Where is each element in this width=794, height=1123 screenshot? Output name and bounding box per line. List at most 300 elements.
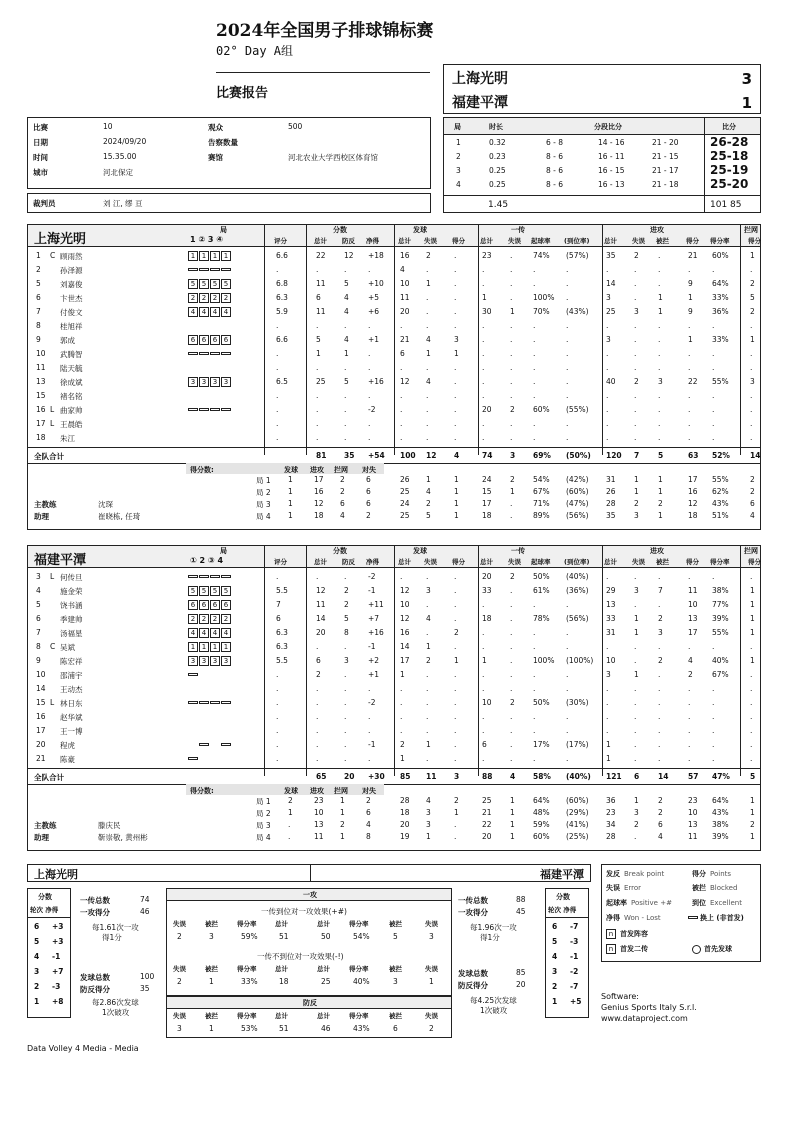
legend-item — [606, 898, 672, 908]
per-set-at: 23 — [606, 808, 616, 817]
legend-start-icon: n — [606, 929, 616, 939]
stat-bp: 5 — [344, 614, 349, 623]
rotation-number: 2 — [552, 982, 558, 991]
rotation-net: -2 — [570, 967, 579, 976]
stat-bk: 1 — [750, 335, 755, 344]
per-set-re: 1 — [510, 832, 515, 841]
stat-re: 2 — [510, 405, 515, 414]
rotation-net: +3 — [52, 922, 64, 931]
set-start-box: 3 — [199, 656, 209, 666]
set-num: 2 — [456, 152, 461, 161]
stat-wl: . — [368, 433, 371, 442]
stat-ab: . — [658, 670, 661, 679]
set-sub-marker — [221, 701, 231, 704]
stat-ab: . — [658, 335, 661, 344]
per-set-e: 2 — [366, 796, 371, 805]
stat-re: . — [510, 363, 513, 372]
set-start-box: 1 — [199, 251, 209, 261]
stat-rpos: . — [533, 433, 536, 442]
col-serve: 发球 — [413, 226, 427, 234]
col-block: 拦网 — [744, 226, 758, 234]
time-value: 15.35.00 — [103, 152, 137, 161]
review-label: 告察数量 — [208, 138, 238, 147]
stat-st: . — [400, 433, 403, 442]
stat-sp: . — [454, 265, 457, 274]
stat-se: 2 — [426, 656, 431, 665]
stat-bk: . — [750, 642, 753, 651]
stat-st: . — [400, 363, 403, 372]
center-value: 1 — [209, 977, 214, 986]
stat-ap: 10 — [688, 600, 698, 609]
stat-bk: . — [750, 349, 753, 358]
rotation-net: -7 — [570, 982, 579, 991]
right-stats — [456, 890, 540, 1020]
team-name: 福建平潭 — [34, 553, 87, 568]
total-sp: 3 — [454, 772, 460, 781]
stat-sp: . — [454, 754, 457, 763]
legend-item — [700, 913, 744, 923]
total-wl: +54 — [368, 451, 385, 460]
set-start-box: 6 — [221, 600, 231, 610]
stat-sp: . — [454, 586, 457, 595]
stat-tot: 6 — [316, 656, 321, 665]
stat-bp: . — [344, 684, 347, 693]
player-number: 4 — [36, 586, 41, 595]
stat-vote: . — [276, 321, 279, 330]
set-start-box: 3 — [221, 377, 231, 387]
player-name: 王晨皓 — [60, 420, 83, 429]
set-sub-marker — [188, 268, 198, 271]
stat-rt: 1 — [482, 293, 487, 302]
assistant-label: 助理 — [34, 833, 49, 842]
stat-rt: . — [482, 726, 485, 735]
stat-at: 31 — [606, 628, 616, 637]
player-set-boxes — [188, 293, 232, 303]
stat-rt: . — [482, 335, 485, 344]
stat-tot: 22 — [316, 251, 326, 260]
player-name: 曲家帅 — [60, 406, 83, 415]
sideout-q2: 一传不到位对一攻效果(-!) — [257, 952, 344, 961]
stat-apct: . — [712, 321, 715, 330]
stat-ap: 11 — [688, 586, 698, 595]
center-col-head: 得分率 — [237, 920, 257, 928]
date-value: 2024/09/20 — [103, 137, 147, 146]
stat-sp: 1 — [454, 349, 459, 358]
stat-vote: 6.3 — [276, 293, 288, 302]
center-col-head: 得分率 — [349, 965, 369, 973]
score-team2: 福建平潭 — [452, 95, 508, 111]
stat-rpos: 74% — [533, 251, 550, 260]
stat-rexc: . — [566, 726, 569, 735]
stat-se: . — [426, 572, 429, 581]
per-set-rpos: 89% — [533, 511, 550, 520]
legend-item — [692, 869, 731, 879]
set-start-box: 6 — [188, 600, 198, 610]
stat-bp: 3 — [344, 656, 349, 665]
center-col-head: 总计 — [275, 965, 288, 973]
legend-item — [606, 913, 661, 923]
legend-serve-icon — [692, 945, 701, 954]
legend-code: 发反 — [606, 870, 620, 878]
stat-rt: 10 — [482, 698, 492, 707]
stat-se: 1 — [426, 279, 431, 288]
stat-vote: 7 — [276, 600, 281, 609]
stat-st: 10 — [400, 600, 410, 609]
stat-rpos: 17% — [533, 740, 550, 749]
player-number: 21 — [36, 754, 46, 763]
stat-bp: 4 — [344, 307, 349, 316]
set-sub-marker — [188, 757, 198, 760]
stat-bp: . — [344, 670, 347, 679]
stat-sp: . — [454, 307, 457, 316]
stat-tot: 11 — [316, 279, 326, 288]
stat-se: . — [426, 405, 429, 414]
score-sets1: 3 — [741, 70, 752, 88]
stat-ab: . — [658, 712, 661, 721]
per-set-err: 对失 — [362, 466, 376, 474]
stat-rpos: . — [533, 391, 536, 400]
player-number: 15 — [36, 391, 46, 400]
per-set-re: . — [510, 499, 513, 508]
stat-ap: . — [688, 726, 691, 735]
col-attack: 进攻 — [650, 226, 664, 234]
left-atk-pts-label: 一攻得分 — [80, 908, 110, 917]
stat-tot: . — [316, 572, 319, 581]
per-set-ae: 2 — [634, 499, 639, 508]
per-set-num: 局 3 — [256, 500, 271, 509]
set-num: 3 — [456, 166, 461, 175]
player-number: 10 — [36, 670, 46, 679]
stat-rexc: (43%) — [566, 307, 589, 316]
stat-wl: +5 — [368, 293, 380, 302]
stat-ab: 1 — [658, 307, 663, 316]
stat-at: . — [606, 572, 609, 581]
stat-rt: . — [482, 628, 485, 637]
legend-desc: Excellent — [710, 899, 742, 907]
col-st: 总计 — [398, 237, 411, 245]
stat-sp: . — [454, 712, 457, 721]
player-name: 程虎 — [60, 741, 75, 750]
legend-item — [606, 883, 641, 893]
set-start-box: 2 — [188, 293, 198, 303]
per-set-ae: 3 — [634, 808, 639, 817]
stat-re: . — [510, 251, 513, 260]
stat-sp: . — [454, 740, 457, 749]
sideout-box — [166, 888, 452, 996]
legend-code: 首发二传 — [620, 945, 648, 953]
player-name: 孙泽源 — [60, 266, 83, 275]
rotation-number: 5 — [34, 937, 40, 946]
stat-se: . — [426, 433, 429, 442]
stat-ap: . — [688, 405, 691, 414]
stat-ab: . — [658, 726, 661, 735]
per-set-s: 2 — [288, 796, 293, 805]
col-rt: 总计 — [480, 558, 493, 566]
set-sub-marker — [199, 352, 209, 355]
total-bp: 20 — [344, 772, 355, 781]
set-start-box: 6 — [210, 600, 220, 610]
center-value: 1 — [209, 1024, 214, 1033]
stat-wl: -2 — [368, 698, 376, 707]
stat-vote: 6.8 — [276, 279, 288, 288]
stat-rpos: . — [533, 670, 536, 679]
stat-se: . — [426, 600, 429, 609]
per-set-re: 1 — [510, 820, 515, 829]
stat-bk: . — [750, 321, 753, 330]
stat-re: . — [510, 684, 513, 693]
total-bk: 5 — [750, 772, 756, 781]
col-divider — [306, 546, 307, 776]
stat-vote: 6.6 — [276, 251, 288, 260]
player-number: 18 — [36, 433, 46, 442]
stat-ae: . — [634, 321, 637, 330]
stat-sp: . — [454, 433, 457, 442]
set-start-box: 2 — [210, 293, 220, 303]
stat-tot: . — [316, 642, 319, 651]
col-recv: 一传 — [511, 226, 525, 234]
sets-col-partial: 分段比分 — [594, 123, 622, 131]
per-set-a: 12 — [314, 499, 324, 508]
center-value: 5 — [393, 932, 398, 941]
col-tot: 总计 — [314, 558, 327, 566]
stat-ab: 1 — [658, 293, 663, 302]
center-col-head: 总计 — [317, 1012, 330, 1020]
set-start-box: 1 — [221, 642, 231, 652]
set-sub-marker — [188, 408, 198, 411]
stat-ap: 9 — [688, 307, 693, 316]
stat-apct: 60% — [712, 251, 729, 260]
team2-stats-table — [27, 545, 761, 851]
stat-ab: 2 — [658, 656, 663, 665]
stat-bp: . — [344, 726, 347, 735]
set-sub-marker — [199, 268, 209, 271]
rotation-number: 1 — [34, 997, 40, 1006]
player-set-boxes — [188, 628, 232, 638]
player-name: 邵浦宇 — [60, 671, 83, 680]
total-ae: 7 — [634, 451, 640, 460]
stat-wl: +1 — [368, 670, 380, 679]
total-line — [28, 768, 760, 769]
score-sets2: 1 — [741, 94, 752, 112]
per-set-b: 4 — [340, 511, 345, 520]
stat-re: . — [510, 335, 513, 344]
center-value: 3 — [177, 1024, 182, 1033]
stat-bp: . — [344, 433, 347, 442]
per-set-s: 1 — [288, 475, 293, 484]
stat-st: 4 — [400, 265, 405, 274]
set-partial-3: 21 - 15 — [652, 152, 679, 161]
right-atk-pts: 45 — [516, 907, 526, 916]
per-set-ae: 1 — [634, 475, 639, 484]
stat-vote: . — [276, 419, 279, 428]
stat-tot: . — [316, 405, 319, 414]
stat-tot: 25 — [316, 377, 326, 386]
breakpoint-head: 防反 — [303, 999, 317, 1007]
coach-name: 沈琛 — [98, 500, 113, 509]
player-name: 林日东 — [60, 699, 83, 708]
right-rot-subhead: 轮次 净得 — [548, 906, 577, 914]
set-partial-1: 6 - 8 — [546, 138, 564, 147]
player-name: 郭成 — [60, 336, 75, 345]
rotation-number: 6 — [552, 922, 558, 931]
stat-rt: . — [482, 377, 485, 386]
per-set-ab: 4 — [658, 832, 663, 841]
score-box — [443, 64, 761, 114]
stat-wl: -1 — [368, 586, 376, 595]
per-set-apct: 38% — [712, 820, 729, 829]
set-start-box: 2 — [221, 293, 231, 303]
stat-ap: . — [688, 712, 691, 721]
stat-ae: . — [634, 279, 637, 288]
stat-bp: 4 — [344, 293, 349, 302]
stat-tot: 11 — [316, 600, 326, 609]
stat-st: 1 — [400, 670, 405, 679]
stat-re: . — [510, 377, 513, 386]
coach-label: 主教练 — [34, 821, 57, 830]
col-rpos: 起球率 — [531, 558, 551, 566]
stat-rt: . — [482, 321, 485, 330]
per-set-sp: 1 — [454, 475, 459, 484]
rotation-number: 1 — [552, 997, 558, 1006]
stat-ab: 7 — [658, 586, 663, 595]
player-set-boxes — [188, 572, 232, 581]
total-ae: 6 — [634, 772, 640, 781]
sets-total-duration: 1.45 — [488, 200, 509, 210]
center-value: 2 — [429, 1024, 434, 1033]
center-value: 3 — [429, 932, 434, 941]
player-number: 2 — [36, 265, 41, 274]
player-set-boxes — [188, 279, 232, 289]
total-sp: 4 — [454, 451, 460, 460]
legend-code: 起球率 — [606, 899, 627, 907]
per-set-ab: 2 — [658, 499, 663, 508]
stat-rpos: 78% — [533, 614, 550, 623]
stat-at: . — [606, 642, 609, 651]
set-partial-3: 21 - 18 — [652, 180, 679, 189]
per-set-a: 11 — [314, 832, 324, 841]
right-bp-pts: 20 — [516, 980, 526, 989]
player-name: 陈豪 — [60, 755, 75, 764]
per-set-apct: 64% — [712, 796, 729, 805]
stat-re: . — [510, 656, 513, 665]
stat-bp: 4 — [344, 335, 349, 344]
stat-apct: . — [712, 642, 715, 651]
stat-wl: +7 — [368, 614, 380, 623]
per-set-e: 2 — [366, 511, 371, 520]
stat-bk: . — [750, 405, 753, 414]
player-name: 朱江 — [60, 434, 75, 443]
breakpoint-box — [166, 996, 452, 1038]
center-col-head: 得分率 — [237, 1012, 257, 1020]
set-start-box: 4 — [199, 307, 209, 317]
stat-tot: . — [316, 684, 319, 693]
per-set-sp: 2 — [454, 796, 459, 805]
match-label: 比赛 — [33, 123, 48, 132]
left-note1a: 每1.61次一攻 — [92, 923, 139, 932]
col-attack: 进攻 — [650, 547, 664, 555]
stat-rt: . — [482, 754, 485, 763]
total-st: 85 — [400, 772, 411, 781]
stat-ap: 1 — [688, 293, 693, 302]
stat-bk: 1 — [750, 586, 755, 595]
col-wl: 净得 — [366, 237, 379, 245]
stat-rexc: . — [566, 433, 569, 442]
per-set-s: 1 — [288, 499, 293, 508]
stat-ae: . — [634, 712, 637, 721]
stat-rexc: (17%) — [566, 740, 589, 749]
stat-at: . — [606, 363, 609, 372]
stat-st: 2 — [400, 740, 405, 749]
rotation-number: 4 — [34, 952, 40, 961]
player-number: 10 — [36, 349, 46, 358]
coach-name: 滕庆民 — [98, 821, 121, 830]
per-set-a: 10 — [314, 808, 324, 817]
software-credit — [601, 991, 697, 1024]
stat-at: . — [606, 712, 609, 721]
stat-vote: 6.3 — [276, 642, 288, 651]
legend-desc: Blocked — [710, 884, 738, 892]
left-rot-subhead: 轮次 净得 — [30, 906, 59, 914]
set-start-box: 1 — [210, 642, 220, 652]
stat-se: 1 — [426, 740, 431, 749]
per-set-b: 6 — [340, 499, 345, 508]
stat-at: 13 — [606, 600, 616, 609]
stat-rexc: . — [566, 377, 569, 386]
title-divider — [216, 72, 430, 73]
per-set-attack: 进攻 — [310, 787, 324, 795]
per-set-e: 6 — [366, 499, 371, 508]
stat-wl: . — [368, 726, 371, 735]
per-set-rt: 20 — [482, 832, 492, 841]
stat-bp: 2 — [344, 600, 349, 609]
per-set-se: 1 — [426, 475, 431, 484]
legend-item — [692, 898, 742, 908]
stat-vote: 6 — [276, 614, 281, 623]
col-bk: 得分 — [748, 237, 761, 245]
stat-rpos: . — [533, 754, 536, 763]
player-role: L — [50, 698, 55, 707]
rotation-net: -1 — [570, 952, 579, 961]
player-set-boxes — [188, 307, 232, 317]
stat-re: 2 — [510, 698, 515, 707]
per-set-at: 31 — [606, 475, 616, 484]
stat-ae: . — [634, 600, 637, 609]
stat-ae: . — [634, 572, 637, 581]
stat-bp: 2 — [344, 586, 349, 595]
per-set-ap: 18 — [688, 511, 698, 520]
col-rexc: (到位率) — [564, 237, 590, 245]
stat-re: . — [510, 391, 513, 400]
stat-rpos: . — [533, 600, 536, 609]
legend-item — [620, 929, 648, 939]
stat-sp: 2 — [454, 628, 459, 637]
referee-value: 刘 江, 缪 亘 — [103, 199, 143, 208]
center-value: 3 — [393, 977, 398, 986]
stat-apct: . — [712, 712, 715, 721]
player-number: 20 — [36, 740, 46, 749]
stat-bp: . — [344, 419, 347, 428]
stat-rt: . — [482, 391, 485, 400]
venue-label: 赛馆 — [208, 153, 223, 162]
stat-at: 3 — [606, 293, 611, 302]
stat-rexc: . — [566, 363, 569, 372]
stat-sp: . — [454, 698, 457, 707]
audience-value: 500 — [288, 122, 303, 131]
stat-se: 4 — [426, 614, 431, 623]
col-divider — [264, 546, 265, 776]
stat-vote: 5.9 — [276, 307, 288, 316]
stat-rpos: . — [533, 684, 536, 693]
